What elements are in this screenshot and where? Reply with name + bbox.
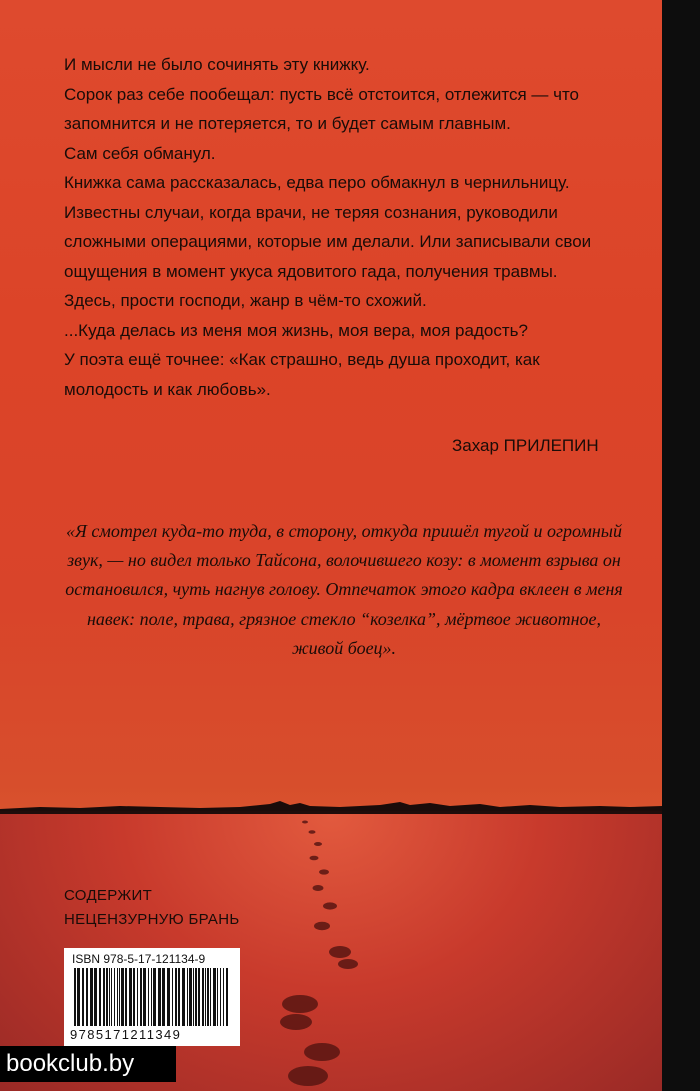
barcode-bar xyxy=(189,968,192,1026)
barcode-bar xyxy=(182,968,185,1026)
barcode-bar xyxy=(119,968,120,1026)
annotation-paragraph: И мысли не было сочинять эту книжку. xyxy=(64,55,370,74)
barcode-bar xyxy=(151,968,152,1026)
barcode-bar xyxy=(202,968,204,1026)
barcode-bar xyxy=(205,968,206,1026)
barcode-bar xyxy=(193,968,194,1026)
barcode-bar xyxy=(125,968,127,1026)
barcode-bar xyxy=(77,968,80,1026)
barcode-bar xyxy=(207,968,209,1026)
warning-line: СОДЕРЖИТ xyxy=(64,887,153,904)
barcode-bars xyxy=(74,968,230,1026)
book-quote: «Я смотрел куда-то туда, в сторону, откуда пришёл тугой и огромный звук, — но видел только Тайсона, волочившего козу: в момент взрыва он остановился, чуть нагнув голову. Отпечаток этого кадра вклеен в меня навек: поле, трава, грязное стекло “козелка”, мёртвое животное, живой боец». xyxy=(65,521,623,658)
barcode-bar xyxy=(133,968,135,1026)
warning-line: НЕЦЕНЗУРНУЮ БРАНЬ xyxy=(64,911,240,928)
barcode-bar xyxy=(82,968,84,1026)
barcode-bar xyxy=(187,968,188,1026)
barcode-bar xyxy=(94,968,97,1026)
barcode-bar xyxy=(129,968,132,1026)
barcode-bar xyxy=(114,968,115,1026)
annotation-paragraph: Здесь, прости господи, жанр в чём-то схожий. xyxy=(64,291,427,310)
barcode-bar xyxy=(148,968,149,1026)
barcode-bar xyxy=(117,968,118,1026)
annotation-paragraph: Сорок раз себе пообещал: пусть всё отстоится, отлежится — что запомнится и не потеряется, то и будет самым главным. xyxy=(64,84,580,133)
barcode-bar xyxy=(74,968,76,1026)
barcode-bar xyxy=(121,968,124,1026)
barcode-bar xyxy=(213,968,216,1026)
barcode-bar xyxy=(226,968,228,1026)
barcode-bar xyxy=(167,968,170,1026)
barcode-bar xyxy=(198,968,200,1026)
barcode-bar xyxy=(158,968,161,1026)
barcode-bar xyxy=(86,968,88,1026)
barcode-bar xyxy=(172,968,173,1026)
isbn-label: ISBN 978-5-17-121134-9 xyxy=(72,952,206,966)
barcode-bar xyxy=(137,968,138,1026)
barcode-bar xyxy=(220,968,221,1026)
author-signature: Захар ПРИЛЕПИН xyxy=(452,436,599,455)
barcode-bar xyxy=(143,968,146,1026)
barcode-bar xyxy=(210,968,211,1026)
barcode-bar xyxy=(162,968,165,1026)
watermark: bookclub.by xyxy=(0,1046,176,1082)
barcode-bar xyxy=(90,968,93,1026)
content-warning xyxy=(64,884,240,932)
barcode-bar xyxy=(195,968,197,1026)
barcode-bar xyxy=(175,968,177,1026)
barcode-bar xyxy=(178,968,180,1026)
barcode-bar xyxy=(111,968,112,1026)
author-annotation xyxy=(64,50,624,404)
barcode-bar xyxy=(153,968,156,1026)
book-spine xyxy=(662,0,700,1091)
barcode-bar xyxy=(99,968,101,1026)
barcode-bar xyxy=(140,968,142,1026)
annotation-paragraph: Известны случаи, когда врачи, не теряя сознания, руководили сложными операциями, которые им делали. Или записывали свои ощущения в момент укуса ядовитого гада, получения травмы. xyxy=(64,202,592,281)
ean-digits: 9785171211349 xyxy=(70,1027,182,1042)
annotation-paragraph: У поэта ещё точнее: «Как страшно, ведь душа проходит, как молодость и как любовь». xyxy=(64,350,540,399)
annotation-paragraph: ...Куда делась из меня моя жизнь, моя вера, моя радость? xyxy=(64,320,528,340)
annotation-paragraph: Сам себя обманул. xyxy=(64,143,216,163)
barcode-bar xyxy=(217,968,218,1026)
barcode-bar xyxy=(109,968,110,1026)
annotation-paragraph: Книжка сама рассказалась, едва перо обмакнул в чернильницу. xyxy=(64,173,570,192)
barcode-bar xyxy=(223,968,224,1026)
isbn-barcode xyxy=(64,948,240,1046)
barcode-bar xyxy=(103,968,105,1026)
barcode-bar xyxy=(106,968,108,1026)
